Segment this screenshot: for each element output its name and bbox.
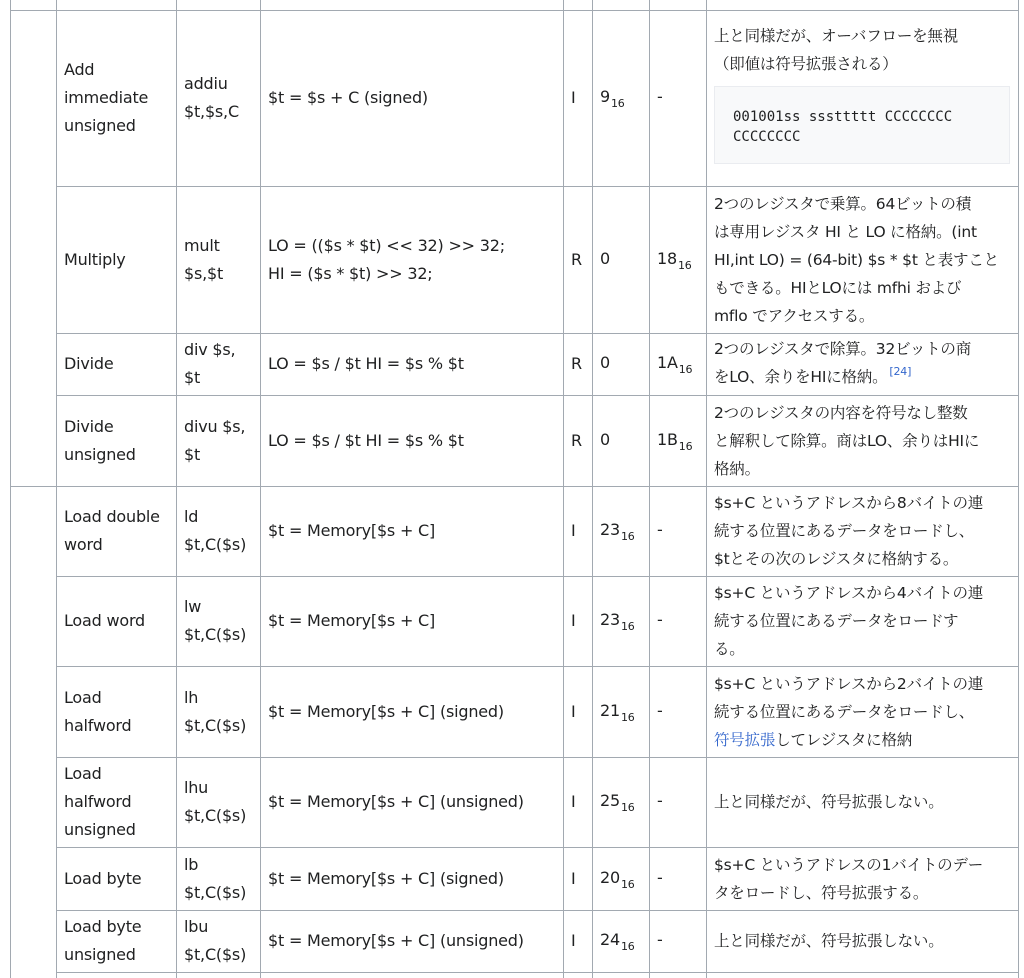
instruction-opcode xyxy=(600,486,650,576)
instruction-syntax-line: ld xyxy=(184,507,199,526)
instruction-name xyxy=(64,847,174,910)
instruction-funct-value xyxy=(657,926,705,956)
instruction-funct-base: 1A xyxy=(657,353,678,372)
instruction-name-line: halfword xyxy=(64,715,132,735)
instruction-name-line: halfword xyxy=(64,792,132,811)
instruction-syntax-line: mult xyxy=(184,235,220,255)
instruction-opcode xyxy=(600,186,650,333)
instruction-opcode-base: 0 xyxy=(600,353,610,372)
instruction-opcode-subscript: 16 xyxy=(620,877,635,891)
instruction-description xyxy=(714,666,1014,757)
instruction-opcode-value xyxy=(600,606,650,636)
instruction-syntax xyxy=(184,395,260,486)
description-line: 2つのレジスタで乗算。64ビットの積 xyxy=(714,194,972,213)
instruction-description xyxy=(714,910,1014,972)
description-line: 上と同様だが、符号拡張しない。 xyxy=(714,793,944,811)
description-line: 続する位置にあるデータをロードす xyxy=(714,612,959,630)
instruction-syntax xyxy=(184,333,260,395)
instruction-meaning-line: $t = Memory[$s + C] (signed) xyxy=(268,701,504,721)
instruction-syntax-line: lhu xyxy=(184,778,209,797)
instruction-name-line: unsigned xyxy=(64,945,136,964)
instruction-meaning xyxy=(268,576,558,666)
instruction-opcode-value xyxy=(600,245,650,275)
instruction-opcode-value xyxy=(600,697,650,727)
instruction-opcode-value xyxy=(600,864,650,894)
description-line: 続する位置にあるデータをロードし、 xyxy=(714,702,975,721)
instruction-opcode xyxy=(600,10,650,186)
instruction-opcode xyxy=(600,666,650,757)
instruction-meaning-line: $t = Memory[$s + C] (unsigned) xyxy=(268,931,524,950)
description-line: $s+C というアドレスの1バイトのデー xyxy=(714,855,984,874)
instruction-funct xyxy=(657,486,705,576)
instruction-meaning xyxy=(268,847,558,910)
instruction-opcode-value xyxy=(600,926,650,956)
instruction-syntax-line: lb xyxy=(184,854,199,874)
instruction-syntax xyxy=(184,486,260,576)
instruction-format-line: I xyxy=(571,868,576,888)
description-line: タをロードし、符号拡張する。 xyxy=(714,883,929,902)
description-line: は専用レジスタ HI と LO に格納。(int xyxy=(714,222,977,241)
instruction-description xyxy=(714,395,1014,486)
instruction-syntax-line: lw xyxy=(184,597,202,616)
description-line xyxy=(714,726,1014,754)
instruction-meaning-line: $t = Memory[$s + C] xyxy=(268,611,436,630)
instruction-meaning-line: $t = $s + C (signed) xyxy=(268,88,428,107)
instruction-opcode-value xyxy=(600,787,650,817)
instruction-format xyxy=(571,847,591,910)
instruction-format-line: I xyxy=(571,701,576,721)
instruction-description xyxy=(714,10,1014,78)
instruction-syntax-line: divu $s, xyxy=(184,416,246,436)
instruction-name xyxy=(64,666,174,757)
instruction-name-line: unsigned xyxy=(64,116,136,135)
instruction-name xyxy=(64,576,174,666)
instruction-funct-value xyxy=(657,426,705,456)
instruction-meaning xyxy=(268,486,558,576)
description-line: （即値は符号拡張される） xyxy=(714,55,898,73)
description-text: をLO、余りをHIに格納。 xyxy=(714,368,888,386)
instruction-funct-base: - xyxy=(657,610,663,629)
instruction-funct xyxy=(657,10,705,186)
instruction-syntax-line: $t,C($s) xyxy=(184,625,247,644)
instruction-opcode xyxy=(600,847,650,910)
instruction-opcode xyxy=(600,576,650,666)
instruction-table xyxy=(10,0,1020,978)
instruction-description xyxy=(714,757,1014,847)
instruction-name-line: Divide xyxy=(64,416,114,436)
instruction-description xyxy=(714,576,1014,666)
instruction-description xyxy=(714,847,1014,910)
instruction-meaning xyxy=(268,910,558,972)
instruction-funct xyxy=(657,186,705,333)
instruction-name-line: Load xyxy=(64,764,102,783)
instruction-name xyxy=(64,10,174,186)
description-line: mflo でアクセスする。 xyxy=(714,306,875,325)
description-line: 上と同様だが、オーバフローを無視 xyxy=(714,27,959,45)
instruction-opcode xyxy=(600,395,650,486)
instruction-format-line: I xyxy=(571,931,576,950)
description-line: 格納。 xyxy=(714,459,760,478)
instruction-funct-subscript: 16 xyxy=(678,363,693,376)
instruction-description xyxy=(714,486,1014,576)
instruction-meaning xyxy=(268,186,558,333)
instruction-format xyxy=(571,10,591,186)
column-divider xyxy=(592,0,593,978)
instruction-funct-base: - xyxy=(657,930,663,949)
instruction-syntax-line: div $s, xyxy=(184,340,236,359)
description-line: $s+C というアドレスから4バイトの連 xyxy=(714,584,984,602)
instruction-opcode-subscript: 16 xyxy=(620,620,635,633)
instruction-syntax-line: $t xyxy=(184,444,201,464)
instruction-funct-base: - xyxy=(657,520,663,539)
instruction-meaning-line: LO = $s / $t HI = $s % $t xyxy=(268,354,464,373)
instruction-description xyxy=(714,186,1014,333)
instruction-syntax xyxy=(184,910,260,972)
instruction-syntax-line: addiu xyxy=(184,74,228,93)
instruction-funct-base: - xyxy=(657,791,663,810)
instruction-meaning-line: $t = Memory[$s + C] (unsigned) xyxy=(268,792,524,811)
instruction-meaning xyxy=(268,333,558,395)
instruction-name-line: unsigned xyxy=(64,820,136,839)
instruction-syntax xyxy=(184,847,260,910)
instruction-opcode xyxy=(600,333,650,395)
instruction-name-line: word xyxy=(64,535,103,554)
instruction-opcode-base: 9 xyxy=(600,87,610,106)
instruction-funct-value xyxy=(657,864,705,894)
instruction-opcode-subscript: 16 xyxy=(610,97,625,110)
instruction-syntax xyxy=(184,666,260,757)
description-line: 上と同様だが、符号拡張しない。 xyxy=(714,932,944,950)
instruction-meaning-line: $t = Memory[$s + C] xyxy=(268,521,436,540)
instruction-syntax xyxy=(184,186,260,333)
column-divider xyxy=(260,0,261,978)
instruction-funct-value xyxy=(657,349,705,379)
description-line: と解釈して除算。商はLO、余りはHIに xyxy=(714,431,980,450)
instruction-opcode-base: 20 xyxy=(600,867,620,887)
instruction-meaning-line: HI = ($s * $t) >> 32; xyxy=(268,263,433,283)
instruction-syntax-line: lbu xyxy=(184,917,209,936)
instruction-format-line: I xyxy=(571,611,576,630)
instruction-opcode-subscript: 16 xyxy=(620,940,635,953)
instruction-format-line: I xyxy=(571,521,576,540)
column-divider xyxy=(176,0,177,978)
instruction-syntax-line: $t,C($s) xyxy=(184,945,247,964)
instruction-opcode-subscript: 16 xyxy=(620,710,635,724)
instruction-funct-value xyxy=(657,516,705,546)
instruction-name-line: Load byte xyxy=(64,868,142,888)
reference-link[interactable]: [24] xyxy=(889,365,912,378)
instruction-name-line: Add xyxy=(64,60,95,79)
instruction-opcode-base: 0 xyxy=(600,429,610,449)
instruction-opcode-value xyxy=(600,516,650,546)
instruction-opcode xyxy=(600,757,650,847)
instruction-meaning-line: LO = $s / $t HI = $s % $t xyxy=(268,430,464,450)
instruction-syntax-line: $t,C($s) xyxy=(184,535,247,554)
instruction-opcode-value xyxy=(600,349,650,379)
instruction-funct xyxy=(657,666,705,757)
instruction-funct-base: - xyxy=(657,867,663,887)
instruction-funct xyxy=(657,395,705,486)
instruction-name xyxy=(64,910,174,972)
instruction-opcode-base: 25 xyxy=(600,791,620,810)
instruction-opcode xyxy=(600,910,650,972)
instruction-format xyxy=(571,910,591,972)
instruction-meaning xyxy=(268,666,558,757)
description-line: 続する位置にあるデータをロードし、 xyxy=(714,522,975,540)
instruction-meaning-line: $t = Memory[$s + C] (signed) xyxy=(268,868,504,888)
description-line: $s+C というアドレスから2バイトの連 xyxy=(714,674,984,693)
instruction-syntax-line: $t,C($s) xyxy=(184,806,247,825)
column-divider xyxy=(10,0,11,978)
instruction-syntax xyxy=(184,576,260,666)
description-line: 2つのレジスタで除算。32ビットの商 xyxy=(714,340,972,358)
instruction-syntax xyxy=(184,757,260,847)
instruction-funct-base: 1B xyxy=(657,429,678,449)
instruction-opcode-base: 24 xyxy=(600,930,620,949)
instruction-opcode-base: 21 xyxy=(600,700,620,720)
instruction-meaning xyxy=(268,395,558,486)
instruction-description xyxy=(714,333,1014,395)
instruction-opcode-base: 23 xyxy=(600,520,620,539)
instruction-syntax-line: $t,C($s) xyxy=(184,882,247,902)
column-divider xyxy=(563,0,564,978)
instruction-name-line: Divide xyxy=(64,354,114,373)
instruction-syntax-line: $t,C($s) xyxy=(184,715,247,735)
instruction-funct xyxy=(657,910,705,972)
instruction-name-line: Load word xyxy=(64,611,145,630)
instruction-format-line: R xyxy=(571,249,582,269)
column-divider xyxy=(56,0,57,978)
instruction-funct xyxy=(657,576,705,666)
instruction-funct-base: 18 xyxy=(657,248,677,268)
sign-extension-link[interactable]: 符号拡張 xyxy=(714,730,776,749)
description-line xyxy=(714,363,1014,393)
instruction-format xyxy=(571,757,591,847)
instruction-format xyxy=(571,576,591,666)
instruction-opcode-value xyxy=(600,83,650,113)
instruction-name-line: Load xyxy=(64,687,102,707)
instruction-funct-value xyxy=(657,245,705,275)
instruction-meaning-line: LO = (($s * $t) << 32) >> 32; xyxy=(268,235,505,255)
instruction-meaning xyxy=(268,757,558,847)
instruction-syntax-line: $t,$s,C xyxy=(184,102,239,121)
instruction-name-line: Multiply xyxy=(64,249,126,269)
instruction-name-line: Load double xyxy=(64,507,160,526)
description-line: $s+C というアドレスから8バイトの連 xyxy=(714,494,984,512)
instruction-format xyxy=(571,486,591,576)
instruction-format-line: R xyxy=(571,430,582,450)
instruction-opcode-value xyxy=(600,426,650,456)
instruction-name-line: unsigned xyxy=(64,444,136,464)
binary-encoding-block: 001001ss sssttttt CCCCCCCC CCCCCCCC xyxy=(714,86,1010,164)
instruction-name xyxy=(64,186,174,333)
instruction-funct-value xyxy=(657,787,705,817)
instruction-funct-base: - xyxy=(657,700,663,720)
column-divider xyxy=(1018,0,1019,978)
instruction-format-line: I xyxy=(571,88,576,107)
instruction-funct-subscript: 16 xyxy=(677,258,692,272)
description-line: 2つのレジスタの内容を符号なし整数 xyxy=(714,403,968,422)
instruction-syntax xyxy=(184,10,260,186)
description-line: HI,int LO) = (64-bit) $s * $t と表すこと xyxy=(714,250,999,269)
instruction-format-line: I xyxy=(571,792,576,811)
instruction-opcode-subscript: 16 xyxy=(620,801,635,814)
instruction-opcode-base: 23 xyxy=(600,610,620,629)
instruction-funct-subscript: 16 xyxy=(678,439,693,453)
instruction-name xyxy=(64,486,174,576)
instruction-funct xyxy=(657,847,705,910)
instruction-funct xyxy=(657,757,705,847)
instruction-funct xyxy=(657,333,705,395)
instruction-funct-base: - xyxy=(657,87,663,106)
instruction-funct-value xyxy=(657,697,705,727)
description-line: る。 xyxy=(714,640,745,658)
instruction-opcode-base: 0 xyxy=(600,248,610,268)
instruction-name xyxy=(64,333,174,395)
instruction-format xyxy=(571,186,591,333)
description-line: もできる。HIとLOには mfhi および xyxy=(714,278,962,297)
column-divider xyxy=(706,0,707,978)
group-divider xyxy=(10,486,56,487)
instruction-syntax-line: $s,$t xyxy=(184,263,224,283)
instruction-format-line: R xyxy=(571,354,582,373)
instruction-name-line: immediate xyxy=(64,88,149,107)
instruction-name xyxy=(64,395,174,486)
instruction-funct-value xyxy=(657,606,705,636)
instruction-format xyxy=(571,395,591,486)
instruction-name xyxy=(64,757,174,847)
description-text: してレジスタに格納 xyxy=(775,730,913,749)
description-line: $tとその次のレジスタに格納する。 xyxy=(714,550,959,568)
row-divider xyxy=(56,972,1018,973)
instruction-syntax-line: $t xyxy=(184,368,201,387)
instruction-name-line: Load byte xyxy=(64,917,142,936)
instruction-opcode-subscript: 16 xyxy=(620,530,635,543)
instruction-syntax-line: lh xyxy=(184,687,199,707)
instruction-format xyxy=(571,666,591,757)
instruction-meaning xyxy=(268,10,558,186)
instruction-funct-value xyxy=(657,83,705,113)
instruction-format xyxy=(571,333,591,395)
